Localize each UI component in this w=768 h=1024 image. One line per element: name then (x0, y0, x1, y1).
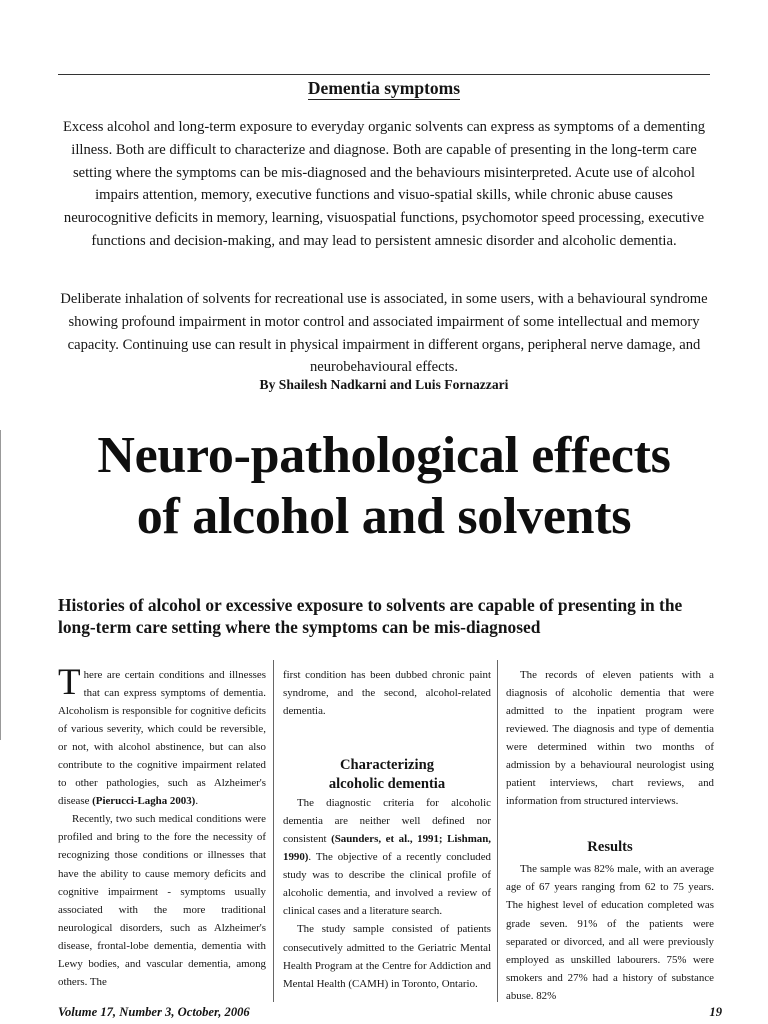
citation-saunders-lishman: (Saunders, et al., 1991; Lishman, 1990) (283, 833, 491, 864)
intro-paragraph-1: Excess alcohol and long-term exposure to everyday organic solvents can express as symptoms of a dementing illness. Both are difficult to characterize and diagnose. Both are capable of presenting in the long-term care setting where the symptoms can be mis-diagnosed and the behaviours misinterpreted. Acute use of alcohol impairs attention, memory, executive functions and visuo-spatial skills, while chronic abuse causes neurocognitive deficits in memory, learning, visuospatial functions, psychomotor speed processing, executive functions and decision-making, and may lead to persistent amnesic disorder and alcoholic dementia. (62, 119, 706, 249)
section-title: Dementia symptoms (307, 78, 461, 98)
drop-cap: T (58, 662, 81, 703)
headline (0, 425, 768, 547)
footer-issue: Volume 17, Number 3, October, 2006 (58, 1005, 250, 1019)
headline-line-2: of alcohol and solvents (136, 488, 632, 545)
page-number: 19 (709, 1005, 722, 1019)
column-divider-1 (273, 660, 274, 1002)
col1-paragraph-2: Recently, two such medical conditions were profiled and bring to the fore the necessity of recognizing those conditions or illnesses that have the ability to cause memory deficits and cognitive impairment - symptoms usually associated with the more traditional neurological disorders, such as Alzheimer's disease, frontal-lobe dementia, dementia with Lewy bodies, and vascular dementia, among others. The (58, 813, 266, 988)
col2-paragraph-2: The diagnostic criteria for alcoholic dementia are neither well defined nor consistent (Saunders, et al., 1991; Lishman, 1990). The objective of a recently concluded study was to describe the clinical profile of alcoholic dementia, and involved a review of clinical cases and a literature search. (283, 797, 491, 918)
heading-characterizing: Characterizing alcoholic dementia (328, 757, 446, 793)
citation-pierucci: (Pierucci-Lagha 2003) (92, 795, 196, 808)
column-divider-2 (497, 660, 498, 1002)
col2-paragraph-1: first condition has been dubbed chronic paint syndrome, and the second, alcohol-related dementia. (283, 669, 491, 718)
column-1 (58, 662, 266, 991)
subheadline: Histories of alcohol or excessive exposure to solvents are capable of presenting in the long-term care setting where the symptoms can be mis-diagnosed (58, 595, 683, 637)
col1-p1-text: here are certain conditions and illnesses that can express symptoms of dementia. Alcoholism is responsible for cognitive deficits of various severity, which could be reversible, or not, with alcohol abstinence, but can also contribute to the cognitive impairment related to other pathologies, such as Alzheimer's disease (58, 669, 266, 808)
intro-paragraph-2: Deliberate inhalation of solvents for recreational use is associated, in some users, with a behavioural syndrome showing profound impairment in motor control and associated impairment of some intellectual and memory capacity. Continuing use can result in physical impairment in different organs, peripheral nerve damage, and neurobehavioural effects. (60, 291, 708, 376)
top-rule (58, 74, 710, 75)
heading-results: Results (587, 839, 633, 856)
byline: By Shailesh Nadkarni and Luis Fornazzari (259, 377, 509, 392)
col1-paragraph-1 (58, 662, 266, 810)
headline-line-1: Neuro-pathological effects (97, 427, 671, 484)
col2-paragraph-3: The study sample consisted of patients consecutively admitted to the Geriatric Mental Health Program at the Centre for Addiction and Mental Health (CAMH) in Toronto, Ontario. (283, 923, 491, 990)
column-3 (506, 666, 714, 1005)
col1-p1-end: . (195, 795, 199, 808)
column-2 (283, 666, 491, 993)
col3-paragraph-2: The sample was 82% male, with an average age of 67 years ranging from 62 to 75 years. The highest level of education completed was grade seven. 91% of the patients were separated or divorced, and all were previously employed as unskilled labourers. 75% were smokers and 27% had a history of substance abuse. 82% (506, 863, 714, 1002)
col3-paragraph-1: The records of eleven patients with a diagnosis of alcoholic dementia that were admitted to the inpatient program were reviewed. The diagnosis and type of dementia were determined within two months of admission by a behavioural neurologist using patient interviews, chart reviews, and information from structured interviews. (506, 669, 714, 808)
